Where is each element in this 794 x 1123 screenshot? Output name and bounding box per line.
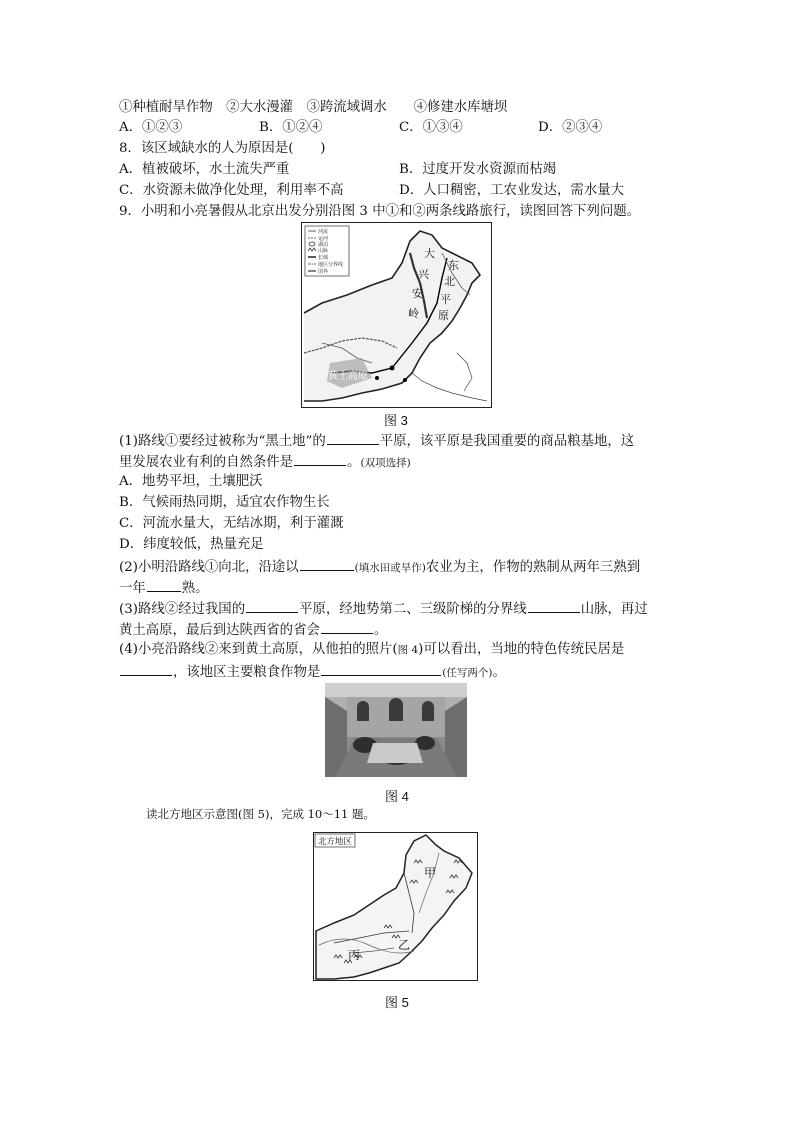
map3-label-da: 大 <box>424 247 435 260</box>
q8-option-a[interactable]: A．植被破坏，水土流失严重 <box>119 162 290 177</box>
answer-blank-crops[interactable] <box>321 662 441 676</box>
map5-label-bing: 丙 <box>348 948 361 962</box>
legend-canal: 运河 <box>318 236 329 242</box>
q9-part3-line1: (3)路线②经过我国的 平原，经地势第二、三级阶梯的分界线 山脉，再过 <box>119 599 648 619</box>
answer-blank-plain-2[interactable] <box>246 599 298 613</box>
q9-part3-line2: 黄土高原，最后到达陕西省的省会 。 <box>119 620 387 640</box>
q9-part4-line1: (4)小亮沿路线②来到黄土高原，从他拍的照片(图 4)可以看出，当地的特色传统民居是 <box>119 642 625 657</box>
q8-option-b[interactable]: B．过度开发水资源而枯竭 <box>399 162 557 177</box>
legend-mountain: 山脉 <box>318 248 329 254</box>
legend-region-boundary: 地区分界线 <box>318 262 344 268</box>
map3-label-bei: 北 <box>444 275 455 288</box>
q7-option-c[interactable]: C．①③④ <box>399 120 463 135</box>
q10-intro: 读北方地区示意图(图 5)，完成 10～11 题。 <box>146 807 376 821</box>
q9-stem: 9．小明和小亮暑假从北京出发分别沿图 3 中①和②两条线路旅行，读图回答下列问题。 <box>119 204 641 219</box>
map3-label-xing: 兴 <box>418 268 429 281</box>
map5-label-yi: 乙 <box>398 938 411 952</box>
map3-label-ling: 岭 <box>408 307 419 320</box>
legend-lake: 湖泊 <box>318 242 329 248</box>
q7-option-d[interactable]: D．②③④ <box>538 120 603 135</box>
q8-option-c[interactable]: C．水资源未做净化处理，利用率不高 <box>119 183 344 198</box>
q9-part1-line1: (1)路线①要经过被称为“黑土地”的 平原，该平原是我国重要的商品粮基地，这 <box>119 431 634 451</box>
q9-part1-option-a[interactable]: A．地势平坦，土壤肥沃 <box>119 474 263 489</box>
legend-river: 河流 <box>318 229 329 235</box>
q7-option-b[interactable]: B．①②④ <box>259 120 323 135</box>
map3-label-an: 安 <box>412 287 423 300</box>
q9-part1-option-c[interactable]: C．河流水量大，无结冰期，利于灌溉 <box>119 516 344 531</box>
q9-part1-option-b[interactable]: B．气候雨热同期，适宜农作物生长 <box>119 495 330 510</box>
answer-blank-capital[interactable] <box>321 620 373 634</box>
answer-blank-harvests[interactable] <box>147 578 181 592</box>
q7-statements: ①种植耐旱作物 ②大水漫灌 ③跨流域调水 ④修建水库塘坝 <box>119 100 508 115</box>
q9-part2-line1: (2)小明沿路线①向北，沿途以 (填水田或旱作)农业为主，作物的熟制从两年三熟到 <box>119 557 640 577</box>
answer-blank-farming-type[interactable] <box>300 557 354 571</box>
answer-blank-mountains[interactable] <box>528 599 580 613</box>
map3-label-ping: 平 <box>440 293 451 306</box>
q8-stem: 8．该区域缺水的人为原因是( ) <box>119 141 326 156</box>
figure-3-map <box>301 222 492 408</box>
map3-label-yuan: 原 <box>438 309 449 322</box>
q8-option-d[interactable]: D．人口稠密，工农业发达，需水量大 <box>399 183 624 198</box>
map5-label-jia: 甲 <box>424 866 437 880</box>
map3-label-dong: 东 <box>448 259 459 272</box>
answer-blank-dwelling[interactable] <box>120 662 172 676</box>
figure-5-caption: 图 5 <box>385 995 409 1010</box>
figure-3-caption: 图 3 <box>384 413 408 428</box>
figure-4-photo <box>325 683 467 777</box>
answer-blank-conditions[interactable] <box>294 452 346 466</box>
q9-part4-line2: ，该地区主要粮食作物是 (任写两个)。 <box>119 662 506 682</box>
legend-national-border: 国界 <box>318 269 329 275</box>
q9-part2-line2: 一年 熟。 <box>119 578 209 598</box>
map5-title: 北方地区 <box>318 837 353 847</box>
map3-label-loess: 黄土高原 <box>328 371 368 382</box>
answer-blank-plain[interactable] <box>327 431 379 445</box>
courtyard-photo-illustration <box>325 683 467 777</box>
legend-greatwall: 长城 <box>318 255 329 261</box>
figure-5-map <box>313 832 478 981</box>
map-5-drawing <box>314 833 477 980</box>
figure-4-caption: 图 4 <box>385 789 409 804</box>
q7-option-a[interactable]: A．①②③ <box>119 120 183 135</box>
q9-part1-line2: 里发展农业有利的自然条件是 。(双项选择) <box>119 452 411 472</box>
q9-part1-option-d[interactable]: D．纬度较低，热量充足 <box>119 537 264 552</box>
map-3-drawing <box>302 223 491 407</box>
